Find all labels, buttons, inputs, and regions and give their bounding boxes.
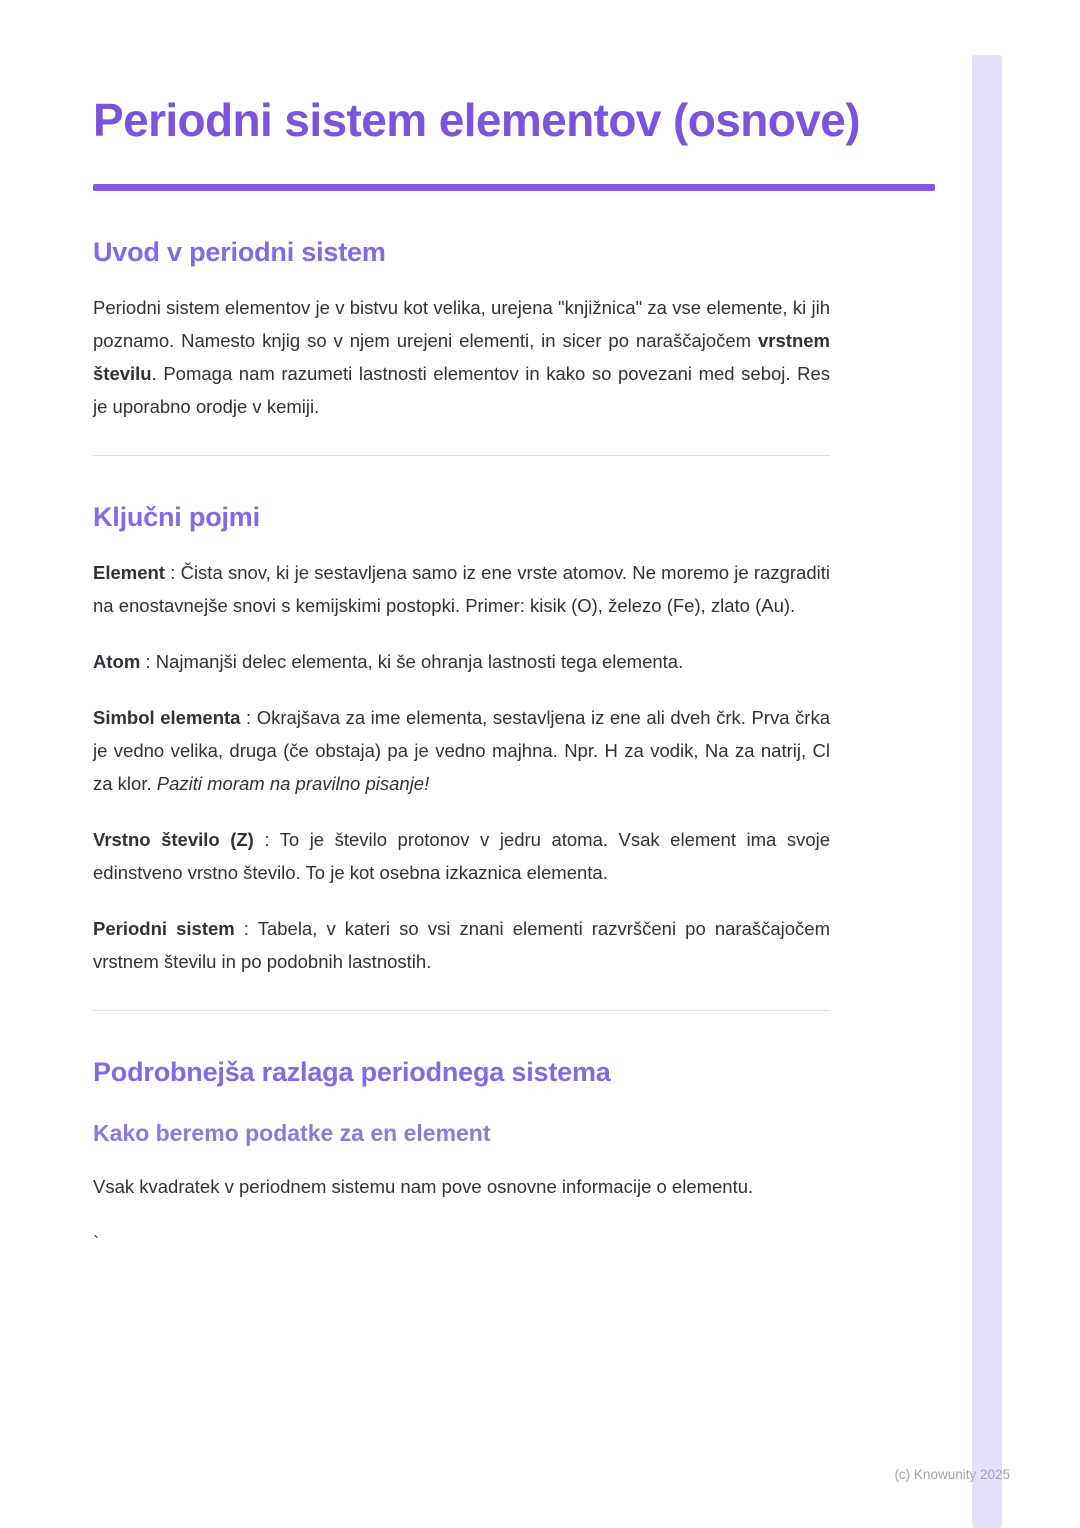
section-heading: Podrobnejša razlaga periodnega sistema xyxy=(93,1057,611,1088)
paragraph xyxy=(93,823,830,889)
text-run: Vsak kvadratek v periodnem sistemu nam pove osnovne informacije o elementu. xyxy=(93,1176,754,1198)
text-run: Atom xyxy=(93,651,141,673)
subsection-heading: Kako beremo podatke za en element xyxy=(93,1120,491,1147)
paragraph xyxy=(93,1226,830,1259)
text-run: Simbol elementa xyxy=(93,707,241,729)
title-underline-rule xyxy=(93,184,935,191)
paragraph xyxy=(93,701,830,800)
section-divider xyxy=(93,455,830,456)
section-heading: Ključni pojmi xyxy=(93,502,260,533)
document-content xyxy=(93,0,860,1259)
text-run: : Najmanjši delec elementa, ki še ohranja lastnosti tega elementa. xyxy=(140,651,684,673)
text-run: Periodni sistem xyxy=(93,918,235,940)
page-title: Periodni sistem elementov (osnove) xyxy=(93,94,860,146)
text-run: . Pomaga nam razumeti lastnosti elementov in kako so povezani med seboj. Res je uporabno orodje v kemiji. xyxy=(93,363,830,418)
text-run: vrstnem številu xyxy=(93,330,830,385)
paragraph xyxy=(93,1170,830,1203)
paragraph xyxy=(93,556,830,622)
text-run: : Tabela, v kateri so vsi znani elementi razvrščeni po naraščajočem vrstnem številu in po podobnih lastnostih. xyxy=(93,918,830,973)
text-run: Vrstno število (Z) xyxy=(93,829,254,851)
text-run: Paziti moram na pravilno pisanje! xyxy=(156,773,430,795)
paragraph xyxy=(93,912,830,978)
text-run: : To je število protonov v jedru atoma. Vsak element ima svoje edinstveno vrstno število. To je kot osebna izkaznica elementa. xyxy=(93,829,831,884)
paragraph xyxy=(93,645,830,678)
paragraph xyxy=(93,291,830,423)
copyright-footer: (c) Knowunity 2025 xyxy=(894,1467,1010,1482)
section-heading: Uvod v periodni sistem xyxy=(93,237,386,268)
text-run: : Okrajšava za ime elementa, sestavljena iz ene ali dveh črk. Prva črka je vedno velika, druga (če obstaja) pa je vedno majhna. Npr. H za vodik, Na za natrij, Cl za klor. xyxy=(93,707,831,795)
text-run: Periodni sistem elementov je v bistvu kot velika, urejena "knjižnica" za vse elemente, ki jih poznamo. Namesto knjig so v njem urejeni elementi, in sicer po naraščajočem xyxy=(93,297,830,352)
right-accent-strip xyxy=(972,55,1002,1528)
text-run: ` xyxy=(93,1232,100,1254)
text-run: Element xyxy=(93,562,165,584)
section-divider xyxy=(93,1010,830,1011)
content-blocks xyxy=(93,237,830,1259)
text-run: : Čista snov, ki je sestavljena samo iz ene vrste atomov. Ne moremo je razgraditi na enostavnejše snovi s kemijskimi postopki. Primer: kisik (O), železo (Fe), zlato (Au). xyxy=(93,562,830,617)
